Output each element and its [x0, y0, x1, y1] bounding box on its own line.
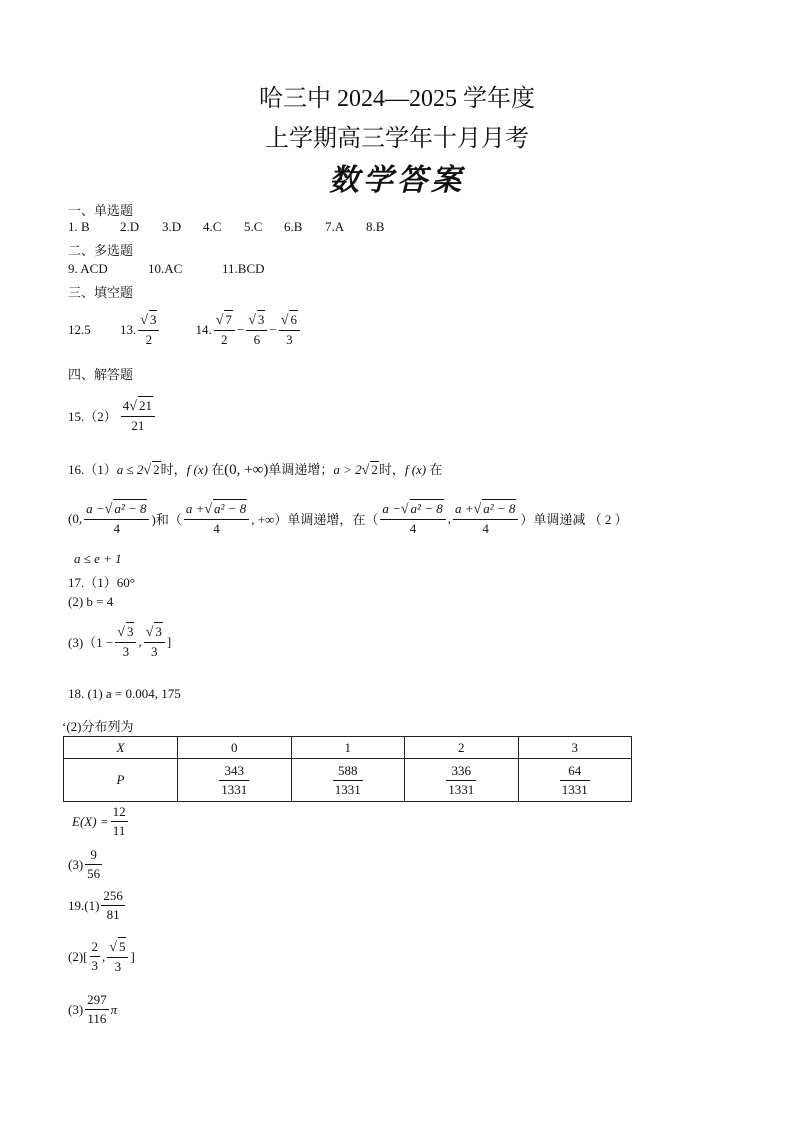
table-cell: $\frac{343}{1331}$	[178, 759, 292, 802]
table-header-cell: 1	[291, 737, 405, 759]
answer-9: 9. ACD	[68, 261, 108, 276]
table-cell: $\frac{64}{1331}$	[518, 759, 632, 802]
title-line-3: 数学答案	[329, 164, 465, 197]
answer-14-label: 14.	[195, 321, 212, 337]
answer-18-part-3: (3) $\frac{9}{56}$	[68, 847, 101, 881]
answer-19-part-3: (3) $\frac{297}{116}$ π	[68, 992, 118, 1026]
answer-16-frac-1: $\frac{\text{a −√ a² − 8}}{4}$	[84, 499, 149, 538]
title-line-2: 上学期高三学年十月月考	[265, 126, 529, 152]
table-header-cell: X	[64, 737, 178, 759]
answer-3: 3.D	[162, 219, 182, 234]
answer-4: 4.C	[203, 219, 222, 234]
answer-19-part-2: (2)[ $\frac{2}{3}$ , $\frac{√ 5}{3}$ ]	[68, 939, 135, 974]
distribution-table	[63, 736, 632, 802]
table-header-cell: 0	[178, 737, 292, 759]
answer-13-label: 13.	[120, 321, 137, 337]
answer-13-fraction: $\frac{√ 3}{2}$	[138, 310, 159, 349]
table-cell: P	[64, 759, 178, 802]
answer-16-line-1: 16.（1）a ≤ 2√ 2时，f (x) 在(0, +∞)单调递增；a > 2√ 2时，f (x) 在	[68, 462, 443, 478]
answer-16-frac-3: $\frac{\text{a −√ a² − 8}}{4}$	[380, 499, 445, 538]
mc-answers	[68, 219, 384, 235]
table-header-cell: 2	[405, 737, 519, 759]
answer-11: 11.BCD	[222, 261, 265, 276]
answer-16-line-2: (0, $\frac{\text{a −√ a² − 8}}{4}$ )和（ $\frac{\text{a +√ a² − 8}}{4}$ , +∞）单调递增，在（ $\frac{\text{a −√ a² − 8}}{4}$ , $\frac{\text{a +√ a² − 8}}{4}$ ）单调递减 （ 2 ）	[68, 501, 628, 536]
fill-answers: 12.5 13. $\frac{√ 3}{2}$ 14. $\frac{√ 7}{2}$ − $\frac{√ 3}{6}$ − $\frac{√ 6}{3}$	[68, 310, 302, 349]
expectation: E(X) = $\frac{12}{11}$	[72, 804, 126, 838]
answer-16-frac-2: $\frac{\text{a +√ a² − 8}}{4}$	[184, 499, 249, 538]
answer-7: 7.A	[325, 219, 345, 234]
answer-17-frac-1: $\frac{√ 3}{3}$	[115, 622, 136, 661]
answer-17-part-3: (3)（1 − $\frac{√ 3}{3}$ , $\frac{√ 3}{3}$ ]	[68, 624, 172, 659]
answer-18-part-1: 18. (1) a = 0.004, 175	[68, 686, 181, 701]
answer-10: 10.AC	[148, 261, 183, 276]
answer-16-frac-4: $\frac{\text{a +√ a² − 8}}{4}$	[453, 499, 518, 538]
answer-17-part-2: (2) b = 4	[68, 594, 114, 609]
table-row	[64, 737, 632, 759]
answer-14-term-2: $\frac{√ 3}{6}$	[246, 310, 267, 349]
answer-18-part-2-label: ‘(2)分布列为	[62, 719, 134, 734]
table-header-cell: 3	[518, 737, 632, 759]
title-line-1: 哈三中 2024—2025 学年度	[259, 86, 535, 112]
answer-17-frac-2: $\frac{√ 3}{3}$	[144, 622, 165, 661]
section-multi-choice: 二、多选题	[68, 243, 134, 258]
answer-5: 5.C	[244, 219, 263, 234]
answer-19-part-1: 19.(1) $\frac{256}{81}$	[68, 888, 123, 922]
table-cell: $\frac{588}{1331}$	[291, 759, 405, 802]
section-single-choice: 一、单选题	[68, 203, 134, 218]
answer-15: 15.（2） $\frac{4√ 21}{21}$	[68, 396, 157, 435]
answer-12: 12.5	[68, 321, 91, 337]
section-fill-blank: 三、填空题	[68, 285, 134, 300]
multi-answers	[68, 261, 265, 277]
answer-15-fraction: $\frac{4√ 21}{21}$	[121, 396, 155, 435]
answer-8: 8.B	[366, 219, 385, 234]
table-cell: $\frac{336}{1331}$	[405, 759, 519, 802]
section-solutions: 四、解答题	[68, 367, 134, 382]
answer-1: 1. B	[68, 219, 90, 234]
answer-16-line-3: a ≤ e + 1	[74, 551, 122, 566]
answer-14-term-1: $\frac{√ 7}{2}$	[214, 310, 235, 349]
table-row	[64, 759, 632, 802]
answer-14-term-3: $\frac{√ 6}{3}$	[279, 310, 300, 349]
answer-6: 6.B	[284, 219, 303, 234]
answer-17-part-1: 17.（1）60°	[68, 575, 135, 590]
answer-2: 2.D	[120, 219, 140, 234]
